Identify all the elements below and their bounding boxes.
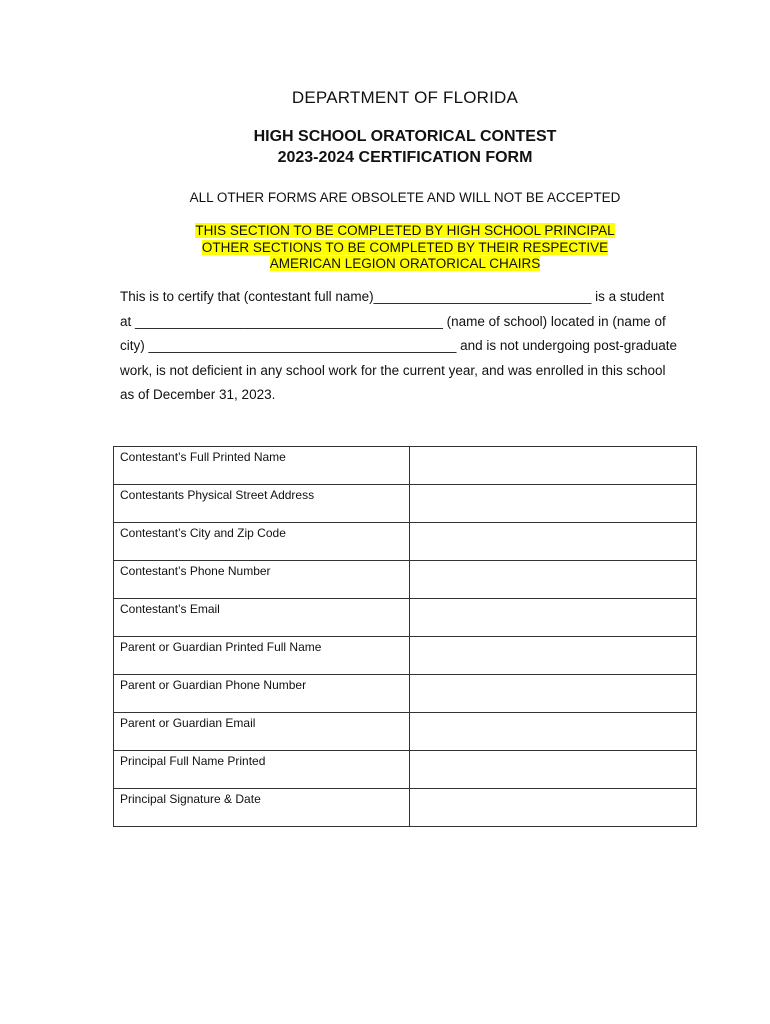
table-row bbox=[114, 447, 697, 485]
row-label: Contestant’s Phone Number bbox=[114, 561, 410, 599]
table-row bbox=[114, 789, 697, 827]
principal-section-notice bbox=[0, 223, 770, 273]
table-row bbox=[114, 751, 697, 789]
highlight-line-3: AMERICAN LEGION ORATORICAL CHAIRS bbox=[269, 256, 541, 271]
row-value-field[interactable] bbox=[410, 599, 697, 637]
table-row bbox=[114, 637, 697, 675]
highlight-line-1: THIS SECTION TO BE COMPLETED BY HIGH SCHOOL PRINCIPAL bbox=[195, 223, 615, 238]
table-row bbox=[114, 599, 697, 637]
title-line-1: HIGH SCHOOL ORATORICAL CONTEST bbox=[253, 128, 557, 145]
certification-paragraph bbox=[120, 285, 692, 408]
row-label: Parent or Guardian Email bbox=[114, 713, 410, 751]
row-label: Contestant’s Full Printed Name bbox=[114, 447, 410, 485]
row-value-field[interactable] bbox=[410, 561, 697, 599]
row-value-field[interactable] bbox=[410, 447, 697, 485]
row-value-field[interactable] bbox=[410, 713, 697, 751]
certification-line-2: at _________________________________________ (name of school) located in (name of bbox=[120, 313, 666, 329]
highlight-line-2: OTHER SECTIONS TO BE COMPLETED BY THEIR RESPECTIVE bbox=[201, 239, 609, 255]
certification-line-4: work, is not deficient in any school work for the current year, and was enrolled in this school bbox=[120, 362, 666, 378]
row-label: Contestants Physical Street Address bbox=[114, 485, 410, 523]
row-label: Principal Signature & Date bbox=[114, 789, 410, 827]
table-row bbox=[114, 561, 697, 599]
certification-line-5: as of December 31, 2023. bbox=[120, 387, 276, 403]
certification-line-3: city) _________________________________________ and is not undergoing post-graduate bbox=[120, 338, 677, 354]
row-label: Contestant’s Email bbox=[114, 599, 410, 637]
obsolete-notice: ALL OTHER FORMS ARE OBSOLETE AND WILL NOT BE ACCEPTED bbox=[189, 190, 621, 205]
row-value-field[interactable] bbox=[410, 675, 697, 713]
row-label: Parent or Guardian Phone Number bbox=[114, 675, 410, 713]
row-value-field[interactable] bbox=[410, 751, 697, 789]
certification-line-1: This is to certify that (contestant full name)_____________________________ is a student bbox=[120, 289, 665, 304]
table-row bbox=[114, 675, 697, 713]
row-label: Parent or Guardian Printed Full Name bbox=[114, 637, 410, 675]
title-line-2: 2023-2024 CERTIFICATION FORM bbox=[277, 149, 533, 166]
row-value-field[interactable] bbox=[410, 485, 697, 523]
row-value-field[interactable] bbox=[410, 637, 697, 675]
row-value-field[interactable] bbox=[410, 523, 697, 561]
row-label: Contestant’s City and Zip Code bbox=[114, 523, 410, 561]
table-row bbox=[114, 713, 697, 751]
table-row bbox=[114, 485, 697, 523]
row-label: Principal Full Name Printed bbox=[114, 751, 410, 789]
form-title bbox=[0, 126, 770, 168]
contestant-info-table bbox=[113, 446, 697, 827]
row-value-field[interactable] bbox=[410, 789, 697, 827]
department-heading: DEPARTMENT OF FLORIDA bbox=[291, 88, 519, 107]
table-row bbox=[114, 523, 697, 561]
